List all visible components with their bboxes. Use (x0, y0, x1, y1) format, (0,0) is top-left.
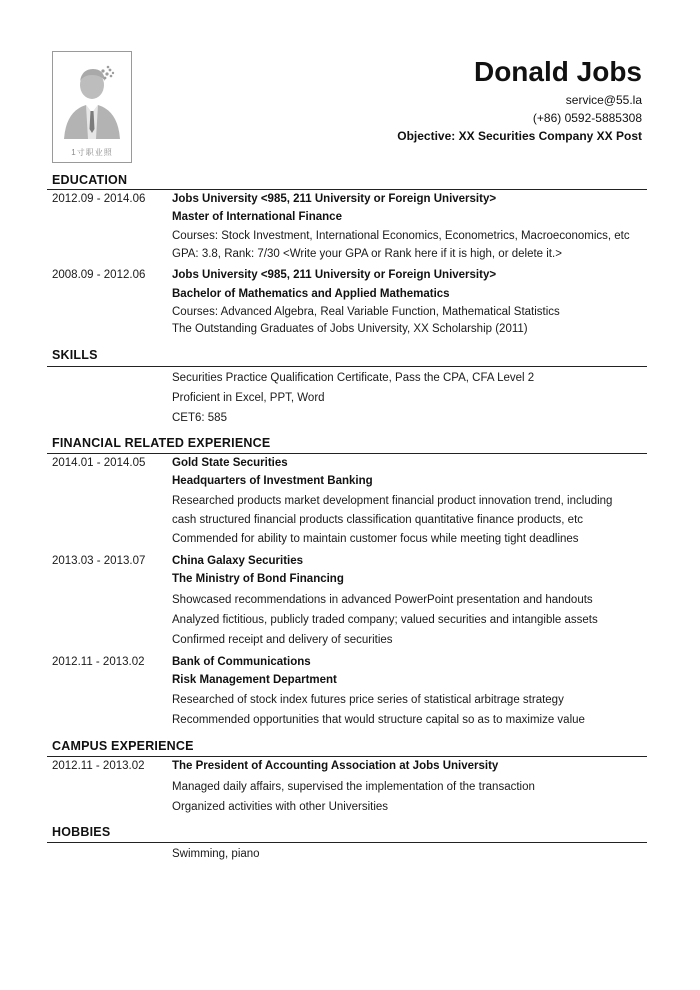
experience-date: 2013.03 - 2013.07 (52, 555, 146, 567)
education-date: 2008.09 - 2012.06 (52, 269, 146, 281)
section-title-skills: SKILLS (52, 348, 98, 362)
experience-detail: Confirmed receipt and delivery of securities (172, 634, 393, 646)
campus-date: 2012.11 - 2013.02 (52, 760, 145, 772)
experience-detail: cash structured financial products classification quantitative finance products, etc (172, 514, 584, 526)
section-title-hobbies: HOBBIES (52, 825, 111, 839)
skill-item: Securities Practice Qualification Certificate, Pass the CPA, CFA Level 2 (172, 372, 535, 384)
section-divider (47, 189, 647, 190)
experience-detail: Commended for ability to maintain customer focus while meeting tight deadlines (172, 533, 579, 545)
candidate-name: Donald Jobs (473, 56, 642, 87)
campus-role: The President of Accounting Association at Jobs University (172, 760, 499, 772)
experience-detail: Analyzed fictitious, publicly traded company; valued securities and intangible assets (172, 614, 598, 626)
hobby-item: Swimming, piano (172, 848, 260, 860)
experience-date: 2012.11 - 2013.02 (52, 656, 145, 668)
email-address[interactable]: service@55.la (565, 93, 642, 107)
profile-photo (52, 51, 132, 163)
experience-detail: Showcased recommendations in advanced PowerPoint presentation and handouts (172, 594, 593, 606)
experience-department: Headquarters of Investment Banking (172, 475, 373, 487)
education-detail: The Outstanding Graduates of Jobs University, XX Scholarship (2011) (172, 323, 528, 335)
experience-detail: Recommended opportunities that would structure capital so as to maximize value (172, 714, 585, 726)
education-school: Jobs University <985, 211 University or Foreign University> (172, 193, 497, 205)
education-detail: GPA: 3.8, Rank: 7/30 <Write your GPA or Rank here if it is high, or delete it.> (172, 248, 562, 260)
section-divider (47, 842, 647, 843)
section-divider (47, 453, 647, 454)
section-divider (47, 366, 647, 367)
education-date: 2012.09 - 2014.06 (52, 193, 146, 205)
experience-detail: Researched of stock index futures price series of statistical arbitrage strategy (172, 694, 564, 706)
objective-line: Objective: XX Securities Company XX Post (397, 129, 642, 143)
section-title-campus-experience: CAMPUS EXPERIENCE (52, 739, 194, 753)
experience-company: China Galaxy Securities (172, 555, 304, 567)
phone-number: (+86) 0592-5885308 (532, 111, 642, 125)
campus-detail: Organized activities with other Universities (172, 801, 389, 813)
person-silhouette-icon (56, 55, 128, 145)
education-school: Jobs University <985, 211 University or Foreign University> (172, 269, 497, 281)
education-degree: Bachelor of Mathematics and Applied Mathematics (172, 288, 450, 300)
experience-department: The Ministry of Bond Financing (172, 573, 344, 585)
experience-department: Risk Management Department (172, 674, 337, 686)
experience-company: Bank of Communications (172, 656, 311, 668)
skill-item: CET6: 585 (172, 412, 227, 424)
experience-date: 2014.01 - 2014.05 (52, 457, 146, 469)
experience-company: Gold State Securities (172, 457, 288, 469)
education-degree: Master of International Finance (172, 211, 342, 223)
education-detail: Courses: Advanced Algebra, Real Variable Function, Mathematical Statistics (172, 306, 560, 318)
section-title-financial-experience: FINANCIAL RELATED EXPERIENCE (52, 436, 271, 450)
skill-item: Proficient in Excel, PPT, Word (172, 392, 325, 404)
section-divider (47, 756, 647, 757)
section-title-education: EDUCATION (52, 173, 128, 187)
campus-detail: Managed daily affairs, supervised the implementation of the transaction (172, 781, 535, 793)
education-detail: Courses: Stock Investment, International Economics, Econometrics, Macroeconomics, etc (172, 230, 630, 242)
photo-caption: 1寸职业照 (71, 148, 113, 157)
experience-detail: Researched products market development financial product innovation trend, including (172, 495, 613, 507)
